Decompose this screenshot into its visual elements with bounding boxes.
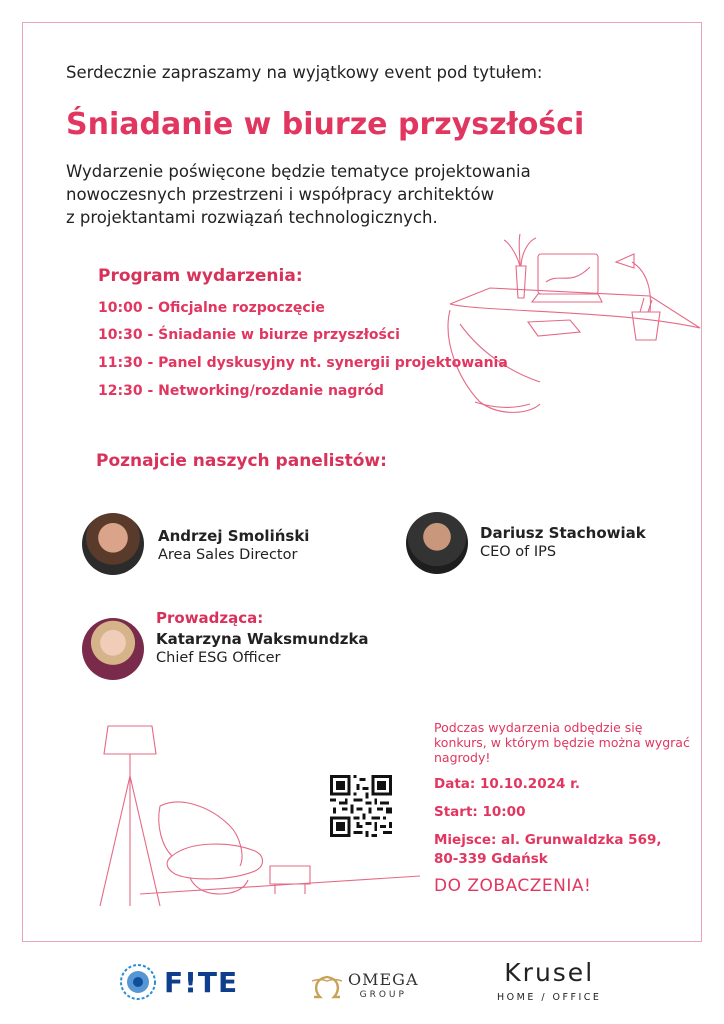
fite-logo-text: F!TE — [164, 965, 239, 999]
krusel-logo-subtext: HOME / OFFICE — [497, 992, 602, 1003]
contest-note: Podczas wydarzenia odbędzie się konkurs, w którym będzie można wygrać nagrody! — [434, 720, 690, 765]
omega-logo-subtext: GROUP — [359, 990, 407, 1000]
program-heading: Program wydarzenia: — [98, 266, 303, 286]
event-place: Miejsce: al. Grunwaldzka 569, — [434, 832, 662, 848]
event-description — [66, 160, 626, 229]
program-item: 10:00 - Oficjalne rozpoczęcie — [98, 300, 325, 316]
description-line: nowoczesnych przestrzeni i współpracy architektów — [66, 185, 495, 204]
event-date: Data: 10.10.2024 r. — [434, 776, 580, 792]
description-line: z projektantami rozwiązań technologicznych. — [66, 208, 438, 227]
krusel-logo — [497, 960, 601, 1003]
intro-text: Serdecznie zapraszamy na wyjątkowy event pod tytułem: — [66, 63, 543, 82]
goodbye-text: DO ZOBACZENIA! — [434, 876, 592, 896]
host-label: Prowadząca: — [156, 609, 264, 627]
event-place-city: 80-339 Gdańsk — [434, 851, 548, 867]
avatar-dariusz — [406, 512, 468, 574]
host-role: Chief ESG Officer — [156, 650, 281, 666]
omega-emblem-icon — [310, 971, 344, 1001]
qr-code[interactable] — [330, 775, 392, 837]
panelist-role: CEO of IPS — [480, 544, 557, 560]
panelist-name: Dariusz Stachowiak — [480, 524, 646, 542]
globe-icon — [118, 962, 158, 1002]
host-name: Katarzyna Waksmundzka — [156, 630, 369, 648]
omega-logo-text: OMEGA — [348, 970, 419, 989]
desk-illustration — [420, 232, 702, 422]
event-title: Śniadanie w biurze przyszłości — [66, 107, 585, 142]
omega-logo — [310, 966, 419, 1006]
event-start: Start: 10:00 — [434, 804, 526, 820]
program-item: 12:30 - Networking/rozdanie nagród — [98, 383, 384, 399]
fite-logo — [118, 962, 238, 1002]
krusel-logo-text: Krusel — [504, 958, 595, 987]
avatar-katarzyna — [82, 618, 144, 680]
description-line: Wydarzenie poświęcone będzie tematyce projektowania — [66, 162, 531, 181]
panelist-role: Area Sales Director — [158, 547, 298, 563]
program-item: 11:30 - Panel dyskusyjny nt. synergii projektowania — [98, 355, 508, 371]
panelists-heading: Poznajcie naszych panelistów: — [96, 451, 387, 471]
avatar-andrzej — [82, 513, 144, 575]
panelist-name: Andrzej Smoliński — [158, 527, 310, 545]
program-item: 10:30 - Śniadanie w biurze przyszłości — [98, 327, 400, 343]
